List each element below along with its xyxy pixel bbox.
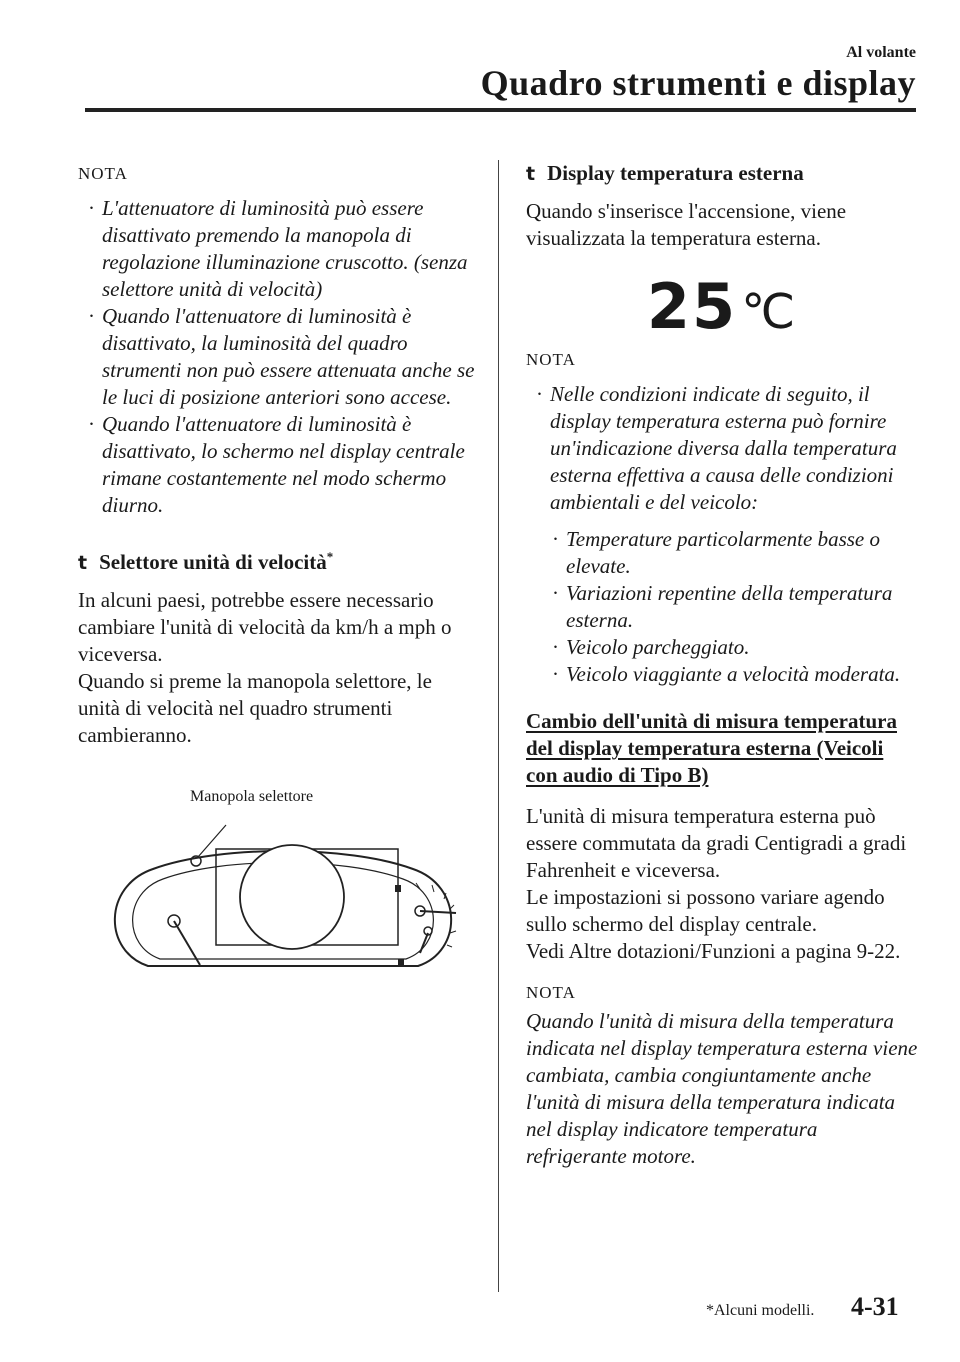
temperature-display-example xyxy=(526,272,918,342)
paragraph: In alcuni paesi, potrebbe essere necessario cambiare l'unità di velocità da km/h a mph o viceversa. xyxy=(78,588,452,666)
paragraph: Quando s'inserisce l'accensione, viene visualizzata la temperatura esterna. xyxy=(526,199,847,250)
right-column xyxy=(526,160,918,1170)
page-title: Quadro strumenti e display xyxy=(480,63,916,103)
section-heading-outside-temp xyxy=(526,160,918,188)
note-text: Quando l'unità di misura della temperatura indicata nel display temperatura esterna viene cambiata, cambia congiuntamente anche l'unità di misura della temperatura indicata nel display indicatore temperatura refrigerante motore. xyxy=(526,1009,918,1168)
subsection-heading xyxy=(526,708,918,789)
header-rule xyxy=(85,108,916,112)
note-subitem: · Veicolo parcheggiato. xyxy=(566,634,918,661)
note-intro-text: Nelle condizioni indicate di seguito, il display temperatura esterna può fornire un'indicazione diversa dalla temperatura esterna effettiva a causa delle condizioni ambientali e del veicolo: xyxy=(550,382,897,514)
page-number: 4-31 xyxy=(851,1292,899,1321)
note-subitem: · Variazioni repentine della temperatura esterna. xyxy=(566,580,918,634)
fuel-icon xyxy=(395,885,401,892)
note-item: · L'attenuatore di luminosità può essere disattivato premendo la manopola di regolazione illuminazione cruscotto. (senza selettore unità di velocità) xyxy=(102,195,478,303)
section-marker-icon: t xyxy=(78,552,88,574)
note-item: · Quando l'attenuatore di luminosità è disattivato, lo schermo nel display centrale rimane costantemente nel modo schermo diurno. xyxy=(102,411,478,519)
note-item xyxy=(550,381,918,688)
paragraph: Vedi Altre dotazioni/Funzioni a pagina 9-22. xyxy=(526,939,901,963)
temp-icon xyxy=(398,959,404,965)
footnote: *Alcuni modelli. xyxy=(706,1302,815,1319)
section-heading-speed-unit xyxy=(78,543,478,577)
header-section: Al volante xyxy=(846,44,916,61)
temperature-value: 25 xyxy=(646,270,738,343)
note-item: · Quando l'attenuatore di luminosità è disattivato, la luminosità del quadro strumenti non può essere attenuata anche se le luci di posizione anteriori sono accese. xyxy=(102,303,478,411)
note-list xyxy=(526,381,918,688)
column-divider xyxy=(498,160,499,1292)
callout-line xyxy=(198,825,226,857)
section-title: Selettore unità di velocità xyxy=(99,550,327,574)
note-subitem: · Temperature particolarmente basse o elevate. xyxy=(566,526,918,580)
paragraph: Le impostazioni si possono variare agendo sullo schermo del display centrale. xyxy=(526,885,885,936)
asterisk-mark: * xyxy=(326,549,334,564)
note-label: NOTA xyxy=(78,164,128,183)
note-subitem: · Veicolo viaggiante a velocità moderata. xyxy=(566,661,918,688)
note-label: NOTA xyxy=(526,350,576,369)
left-column xyxy=(78,160,478,983)
instrument-cluster-illustration xyxy=(98,801,468,991)
speedometer-dial xyxy=(240,845,344,949)
note-sublist xyxy=(550,526,918,688)
subsection-title: Cambio dell'unità di misura temperatura del display temperatura esterna (Veicoli con audio di Tipo B) xyxy=(526,709,897,787)
figure-label: Manopola selettore xyxy=(190,788,314,805)
section-marker-icon: t xyxy=(526,163,536,185)
paragraph: L'unità di misura temperatura esterna può essere commutata da gradi Centigradi a gradi Fahrenheit e viceversa. xyxy=(526,804,907,882)
instrument-cluster-figure xyxy=(98,783,468,983)
temperature-unit: ℃ xyxy=(741,284,798,340)
note-label: NOTA xyxy=(526,983,576,1002)
section-title: Display temperatura esterna xyxy=(547,161,804,185)
paragraph: Quando si preme la manopola selettore, le unità di velocità nel quadro strumenti cambieranno. xyxy=(78,669,432,747)
note-list xyxy=(78,195,478,519)
